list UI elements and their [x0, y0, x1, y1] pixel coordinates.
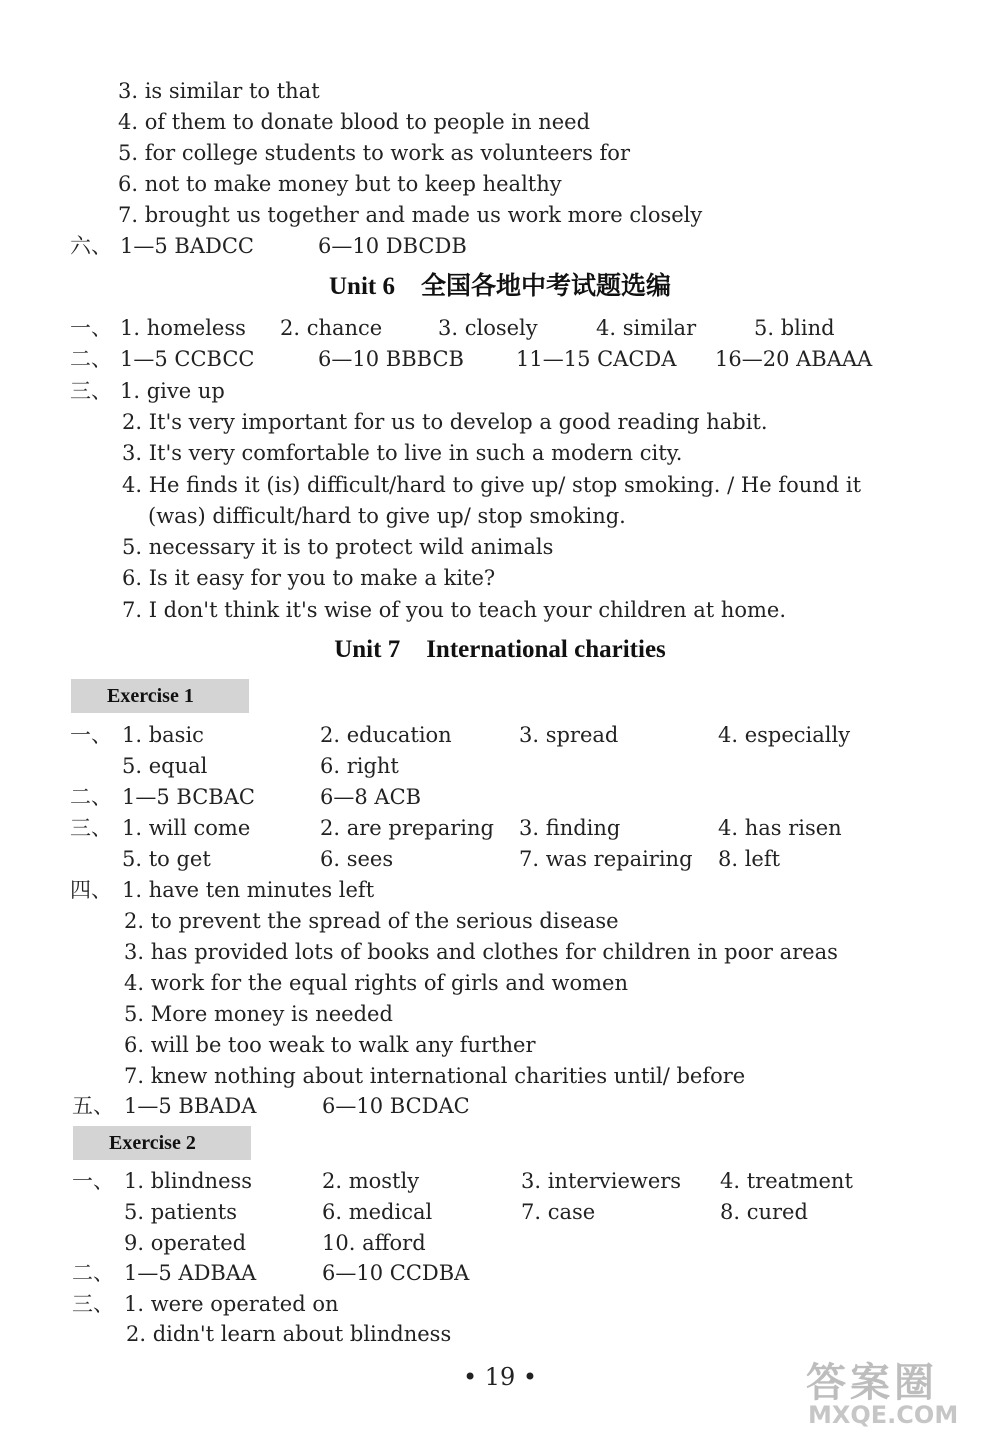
- section-marker: 五、: [72, 1094, 114, 1118]
- answer-line: 二、 1—5 CCBCC 6—10 BBBCB 11—15 CACDA 16—20 ABAAA: [0, 344, 1000, 375]
- unit-heading: Unit 6 全国各地中考试题选编: [329, 273, 671, 300]
- answer-line: 六、 1—5 BADCC 6—10 DBCDB: [0, 231, 1000, 262]
- section-marker: 四、: [70, 878, 112, 902]
- answer-line: 一、 1. homeless 2. chance 3. closely 4. similar 5. blind: [0, 313, 1000, 344]
- answer-line: 五、 1—5 BBADA 6—10 BCDAC: [0, 1091, 1000, 1122]
- answer-line: 3. is similar to that: [118, 79, 320, 103]
- answer-line: 三、 1. give up: [0, 376, 1000, 407]
- answer-line: 5. to get 6. sees 7. was repairing 8. left: [122, 847, 781, 871]
- section-marker: 一、: [70, 316, 112, 340]
- answer-line: 5. More money is needed: [124, 1002, 393, 1026]
- exercise-label: Exercise 2: [73, 1126, 251, 1160]
- answer-line: 7. brought us together and made us work more closely: [118, 203, 703, 227]
- answer-line: 一、 1. blindness 2. mostly 3. interviewers 4. treatment: [0, 1166, 1000, 1197]
- watermark-logo: 答案圈 MXQE.COM: [806, 1360, 959, 1429]
- answer-line: 5. equal 6. right: [122, 754, 399, 778]
- answer-line: 3. It's very comfortable to live in such a modern city.: [122, 441, 683, 465]
- answer-line: 一、 1. basic 2. education 3. spread 4. especially: [0, 720, 1000, 751]
- answer-line: 6. Is it easy for you to make a kite?: [122, 566, 496, 590]
- answer-line: 9. operated 10. afford: [124, 1231, 426, 1255]
- section-marker: 六、: [70, 234, 112, 258]
- exercise-label: Exercise 1: [71, 679, 249, 713]
- section-marker: 三、: [70, 816, 112, 840]
- answer-line: 5. for college students to work as volunteers for: [118, 141, 630, 165]
- section-marker: 一、: [70, 723, 112, 747]
- section-marker: 三、: [70, 379, 112, 403]
- section-marker: 二、: [70, 785, 112, 809]
- answer-line: 2. It's very important for us to develop a good reading habit.: [122, 410, 768, 434]
- answer-line: 7. knew nothing about international charities until/ before: [124, 1064, 746, 1088]
- section-marker: 一、: [72, 1169, 114, 1193]
- answer-line: 2. to prevent the spread of the serious disease: [124, 909, 619, 933]
- answer-line: 5. patients 6. medical 7. case 8. cured: [124, 1200, 808, 1224]
- answer-line: 3. has provided lots of books and clothes for children in poor areas: [124, 940, 838, 964]
- section-marker: 二、: [70, 347, 112, 371]
- answer-line: 三、 1. were operated on: [0, 1289, 1000, 1320]
- answer-line: 6. not to make money but to keep healthy: [118, 172, 562, 196]
- answer-line: 4. He finds it (is) difficult/hard to give up/ stop smoking. / He found it: [122, 473, 862, 497]
- unit-heading: Unit 7 International charities: [334, 636, 666, 663]
- answer-line: 7. I don't think it's wise of you to teach your children at home.: [122, 598, 787, 622]
- section-marker: 三、: [72, 1292, 114, 1316]
- answer-line: 二、 1—5 ADBAA 6—10 CCDBA: [0, 1258, 1000, 1289]
- answer-line: (was) difficult/hard to give up/ stop smoking.: [148, 504, 626, 528]
- answer-line: 三、 1. will come 2. are preparing 3. finding 4. has risen: [0, 813, 1000, 844]
- answer-line: 四、 1. have ten minutes left: [0, 875, 1000, 906]
- answer-line: 二、 1—5 BCBAC 6—8 ACB: [0, 782, 1000, 813]
- section-marker: 二、: [72, 1261, 114, 1285]
- answer-line: 4. work for the equal rights of girls and women: [124, 971, 628, 995]
- page-number: • 19 •: [462, 1363, 538, 1391]
- answer-line: 6. will be too weak to walk any further: [124, 1033, 536, 1057]
- answer-line: 2. didn't learn about blindness: [126, 1322, 452, 1346]
- answer-line: 4. of them to donate blood to people in need: [118, 110, 591, 134]
- answer-line: 5. necessary it is to protect wild animals: [122, 535, 554, 559]
